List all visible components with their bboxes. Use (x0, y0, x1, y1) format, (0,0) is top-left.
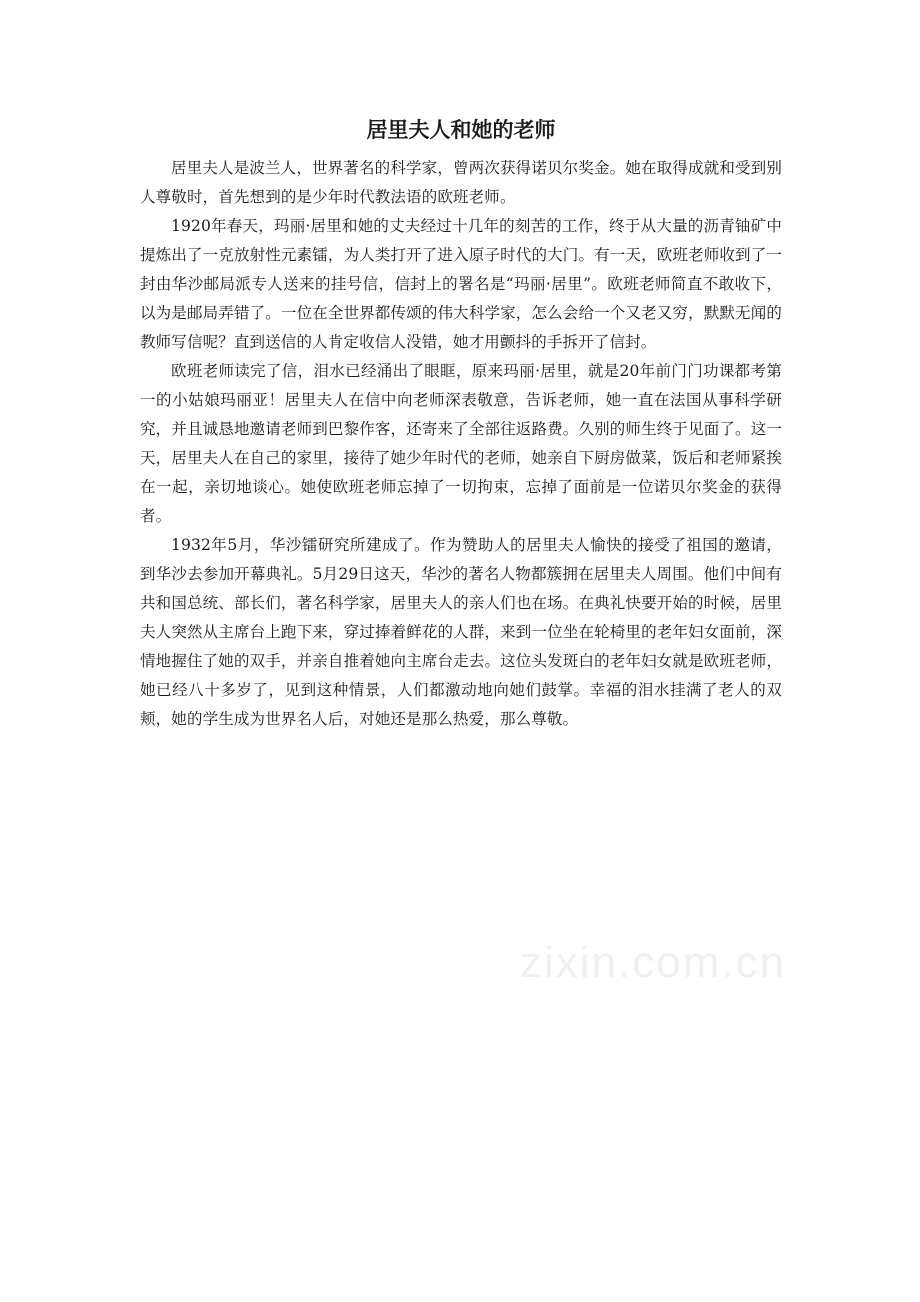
paragraph-4: 1932年5月，华沙镭研究所建成了。作为赞助人的居里夫人愉快的接受了祖国的邀请，到华沙去参加开幕典礼。5月29日这天，华沙的著名人物都簇拥在居里夫人周围。他们中间有共和国总统、部长们，著名科学家，居里夫人的亲人们也在场。在典礼快要开始的时候，居里夫人突然从主席台上跑下来，穿过捧着鲜花的人群，来到一位坐在轮椅里的老年妇女面前，深情地握住了她的双手，并亲自推着她向主席台走去。这位头发斑白的老年妇女就是欧班老师，她已经八十多岁了，见到这种情景，人们都激动地向她们鼓掌。幸福的泪水挂满了老人的双颊，她的学生成为世界名人后，对她还是那么热爱，那么尊敬。 (140, 536, 782, 728)
paragraph-1: 居里夫人是波兰人，世界著名的科学家，曾两次获得诺贝尔奖金。她在取得成就和受到别人尊敬时，首先想到的是少年时代教法语的欧班老师。 (140, 159, 782, 206)
watermark: zixin.com.cn (520, 938, 787, 987)
document-body (140, 114, 782, 734)
document-title: 居里夫人和她的老师 (366, 118, 556, 142)
paragraph-2: 1920年春天，玛丽·居里和她的丈夫经过十几年的刻苦的工作，终于从大量的沥青铀矿中提炼出了一克放射性元素镭，为人类打开了进入原子时代的大门。有一天，欧班老师收到了一封由华沙邮局派专人送来的挂号信，信封上的署名是“玛丽·居里”。欧班老师简直不敢收下，以为是邮局弄错了。一位在全世界都传颂的伟大科学家，怎么会给一个又老又穷，默默无闻的教师写信呢？直到送信的人肯定收信人没错，她才用颤抖的手拆开了信封。 (140, 217, 782, 351)
paragraph-3: 欧班老师读完了信，泪水已经涌出了眼眶，原来玛丽·居里，就是20年前门门功课都考第一的小姑娘玛丽亚！居里夫人在信中向老师深表敬意，告诉老师，她一直在法国从事科学研究，并且诚恳地邀请老师到巴黎作客，还寄来了全部往返路费。久别的师生终于见面了。这一天，居里夫人在自己的家里，接待了她少年时代的老师，她亲自下厨房做菜，饭后和老师紧挨在一起，亲切地谈心。她使欧班老师忘掉了一切拘束，忘掉了面前是一位诺贝尔奖金的获得者。 (140, 362, 782, 525)
